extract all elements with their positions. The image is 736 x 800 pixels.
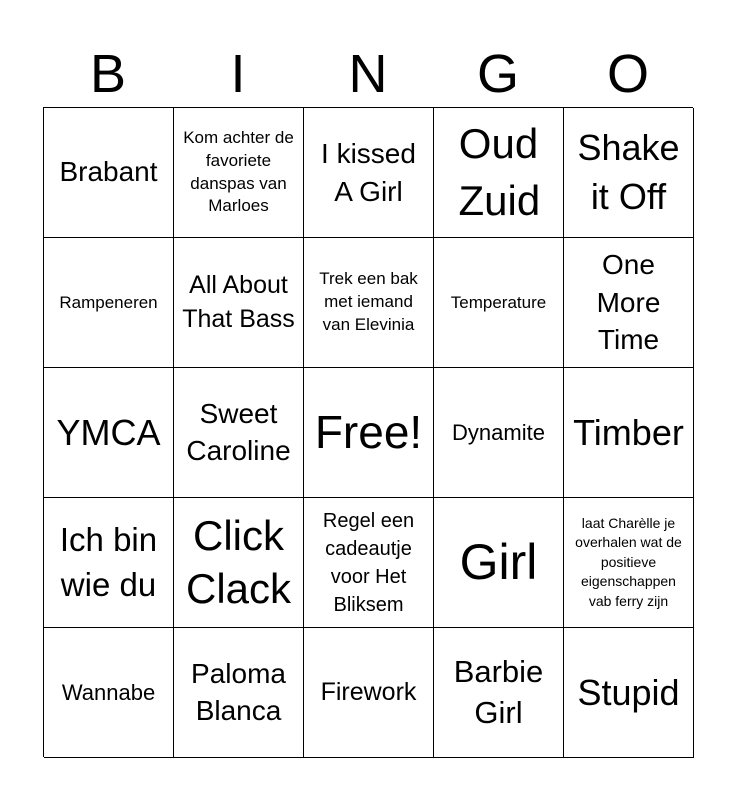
bingo-cell[interactable] — [564, 498, 694, 628]
header-letter-o: O — [606, 44, 649, 104]
cell-text: Stupid — [577, 671, 680, 713]
header-letter-n: N — [348, 44, 388, 104]
bingo-cell[interactable] — [564, 108, 694, 238]
cell-text: Firework — [320, 678, 417, 707]
cell-text: Paloma Blanca — [191, 658, 286, 726]
bingo-cell[interactable] — [44, 238, 174, 368]
cell-text: Shake it Off — [577, 126, 680, 217]
cell-text: Rampeneren — [59, 292, 158, 312]
bingo-header — [43, 40, 693, 108]
cell-text: Dynamite — [452, 419, 545, 445]
cell-text: Kom achter de favoriete danspas van Marloes — [183, 127, 294, 216]
bingo-cell[interactable] — [434, 498, 564, 628]
bingo-cell[interactable] — [44, 368, 174, 498]
bingo-cell[interactable] — [564, 368, 694, 498]
header-letter-i: I — [230, 44, 246, 104]
cell-text: Regel een cadeautje voor Het Bliksem — [322, 509, 415, 616]
bingo-cell[interactable] — [434, 238, 564, 368]
bingo-cell[interactable] — [434, 108, 564, 238]
cell-text: Girl — [459, 533, 538, 590]
bingo-cell[interactable] — [304, 628, 434, 758]
bingo-cell[interactable] — [174, 498, 304, 628]
header-letter-g: G — [476, 44, 519, 104]
bingo-cell[interactable] — [44, 628, 174, 758]
bingo-cell[interactable] — [44, 108, 174, 238]
cell-text: Ich bin wie du — [59, 520, 158, 603]
cell-text: Click Clack — [185, 512, 292, 612]
cell-text: YMCA — [56, 411, 161, 453]
bingo-cell[interactable] — [304, 498, 434, 628]
cell-text: All About That Bass — [182, 270, 295, 333]
bingo-cell[interactable] — [564, 628, 694, 758]
cell-text: Barbie Girl — [453, 654, 544, 730]
bingo-cell[interactable] — [564, 238, 694, 368]
cell-text: Sweet Caroline — [186, 398, 291, 466]
bingo-cell[interactable] — [304, 368, 434, 498]
bingo-cell[interactable] — [174, 628, 304, 758]
bingo-board — [43, 107, 693, 757]
cell-text: Timber — [573, 411, 684, 453]
bingo-cell[interactable] — [304, 108, 434, 238]
bingo-cell[interactable] — [174, 108, 304, 238]
cell-text: Trek een bak met iemand van Elevinia — [319, 269, 418, 334]
header-letter-b: B — [89, 44, 127, 104]
bingo-cell[interactable] — [304, 238, 434, 368]
bingo-cell[interactable] — [174, 368, 304, 498]
cell-text: laat Charèlle je overhalen wat de positieve eigenschappen vab ferry zijn — [575, 514, 682, 609]
cell-text: One More Time — [596, 248, 661, 356]
bingo-cell[interactable] — [434, 628, 564, 758]
bingo-cell[interactable] — [434, 368, 564, 498]
cell-text: Temperature — [450, 292, 547, 312]
bingo-cell[interactable] — [44, 498, 174, 628]
cell-text: Oud Zuid — [458, 119, 541, 224]
bingo-cell[interactable] — [174, 238, 304, 368]
cell-text: I kissed A Girl — [321, 137, 416, 207]
cell-text: Free! — [314, 406, 423, 459]
cell-text: Wannabe — [61, 679, 156, 705]
cell-text: Brabant — [59, 156, 158, 188]
